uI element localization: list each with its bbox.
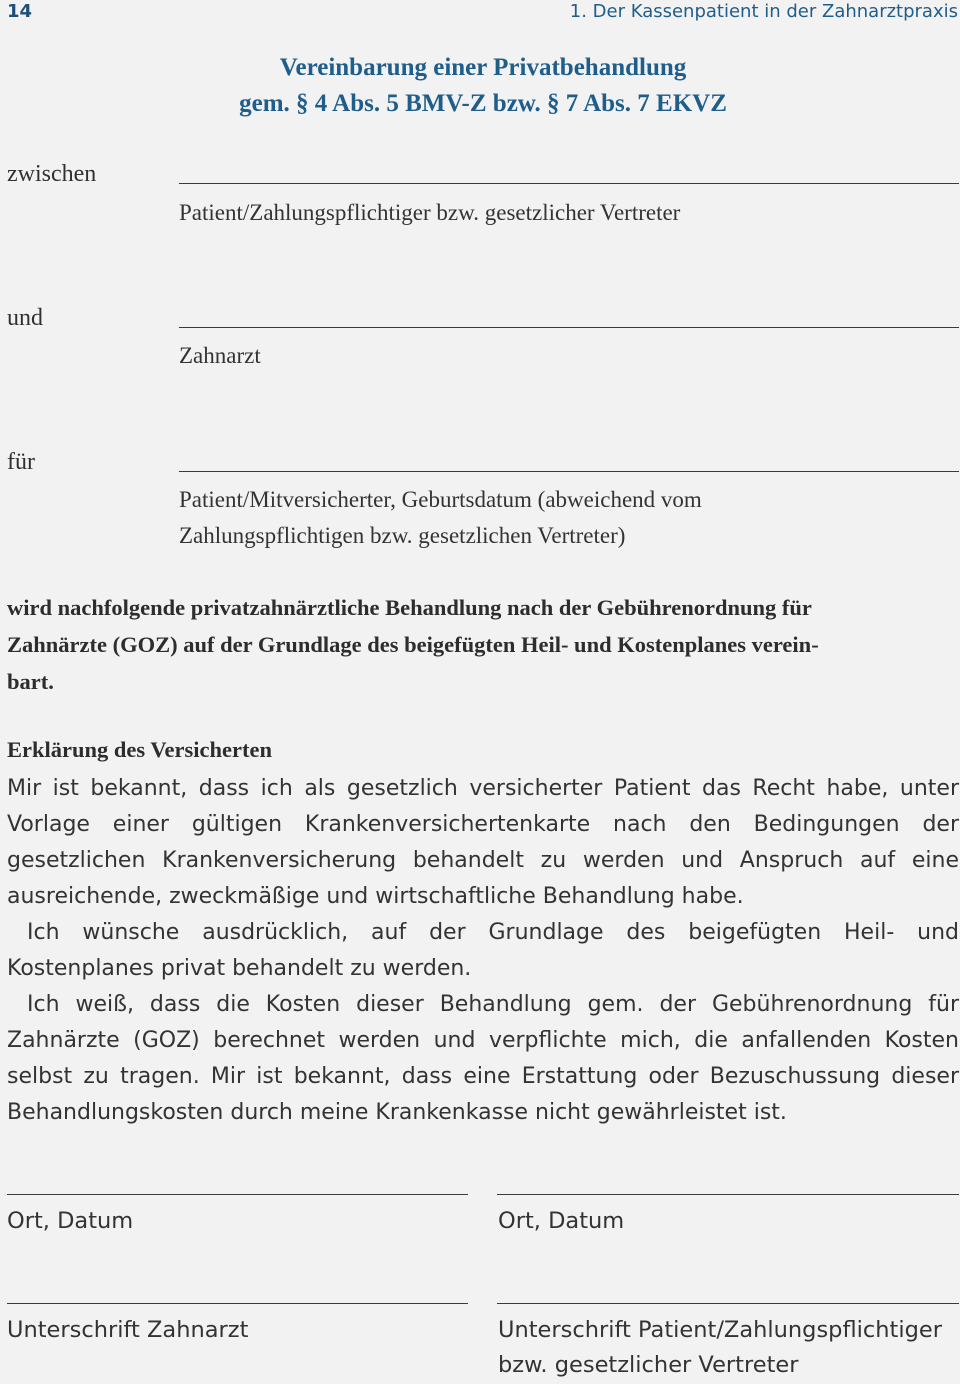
patient-place-date-line[interactable] [497, 1194, 959, 1195]
patient-field-caption-line1: Patient/Mitversicherter, Geburtsdatum (abweichend vom [179, 487, 702, 512]
patient-field-caption-line2: Zahlungspflichtigen bzw. gesetzlichen Vertreter) [179, 523, 626, 548]
declaration-paragraph-1: Mir ist bekannt, dass ich als gesetzlich versicherter Patient das Recht habe, unter Vorlage einer gültigen Krankenversichertenkarte nach den Bedingungen der gesetzlichen Krankenversicherung behandelt zu werden und Anspruch auf eine ausreichende, zweckmäßige und wirtschaftliche Behandlung habe. [7, 776, 959, 909]
dentist-signature-line[interactable] [7, 1303, 468, 1304]
declaration-paragraph-3: Ich weiß, dass die Kosten dieser Behandlung gem. der Gebührenordnung für Zahnärzte (GOZ) berechnet werden und verpflichte mich, die anfallenden Kosten selbst zu tragen. Mir ist bekannt, dass eine Erstattung oder Bezuschussung dieser Behandlungskosten durch meine Krankenkasse nicht gewährleistet ist. [7, 992, 959, 1125]
declaration-body [7, 771, 959, 1131]
patient-signature-line[interactable] [497, 1303, 959, 1304]
running-header: 1. Der Kassenpatient in der Zahnarztpraxis [569, 1, 958, 22]
page-number: 14 [7, 1, 33, 22]
patient-signature-caption-line2: bzw. gesetzlicher Vertreter [498, 1352, 799, 1378]
patient-signature-caption-line1: Unterschrift Patient/Zahlungspflichtiger [498, 1317, 942, 1343]
dentist-place-date-line[interactable] [7, 1194, 468, 1195]
payer-field-line[interactable] [179, 183, 959, 184]
between-label: zwischen [7, 161, 97, 187]
dentist-field-caption: Zahnarzt [179, 343, 261, 368]
and-label: und [7, 305, 43, 331]
agreement-line-3: bart. [7, 669, 54, 694]
dentist-field-line[interactable] [179, 327, 959, 328]
declaration-heading: Erklärung des Versicherten [7, 737, 273, 762]
payer-field-caption: Patient/Zahlungspflichtiger bzw. gesetzlicher Vertreter [179, 200, 681, 225]
declaration-paragraph-2: Ich wünsche ausdrücklich, auf der Grundlage des beigefügten Heil- und Kostenplanes privat behandelt zu werden. [7, 920, 959, 981]
document-title: Vereinbarung einer Privatbehandlung [279, 54, 687, 81]
patient-place-date-caption: Ort, Datum [498, 1208, 625, 1234]
patient-field-line[interactable] [179, 471, 959, 472]
agreement-line-1: wird nachfolgende privatzahnärztliche Behandlung nach der Gebührenordnung für [7, 595, 812, 620]
dentist-signature-caption: Unterschrift Zahnarzt [7, 1317, 249, 1343]
for-label: für [7, 449, 35, 475]
agreement-line-2: Zahnärzte (GOZ) auf der Grundlage des beigefügten Heil- und Kostenplanes verein- [7, 632, 819, 657]
dentist-place-date-caption: Ort, Datum [7, 1208, 134, 1234]
document-subtitle: gem. § 4 Abs. 5 BMV-Z bzw. § 7 Abs. 7 EKVZ [239, 90, 727, 117]
